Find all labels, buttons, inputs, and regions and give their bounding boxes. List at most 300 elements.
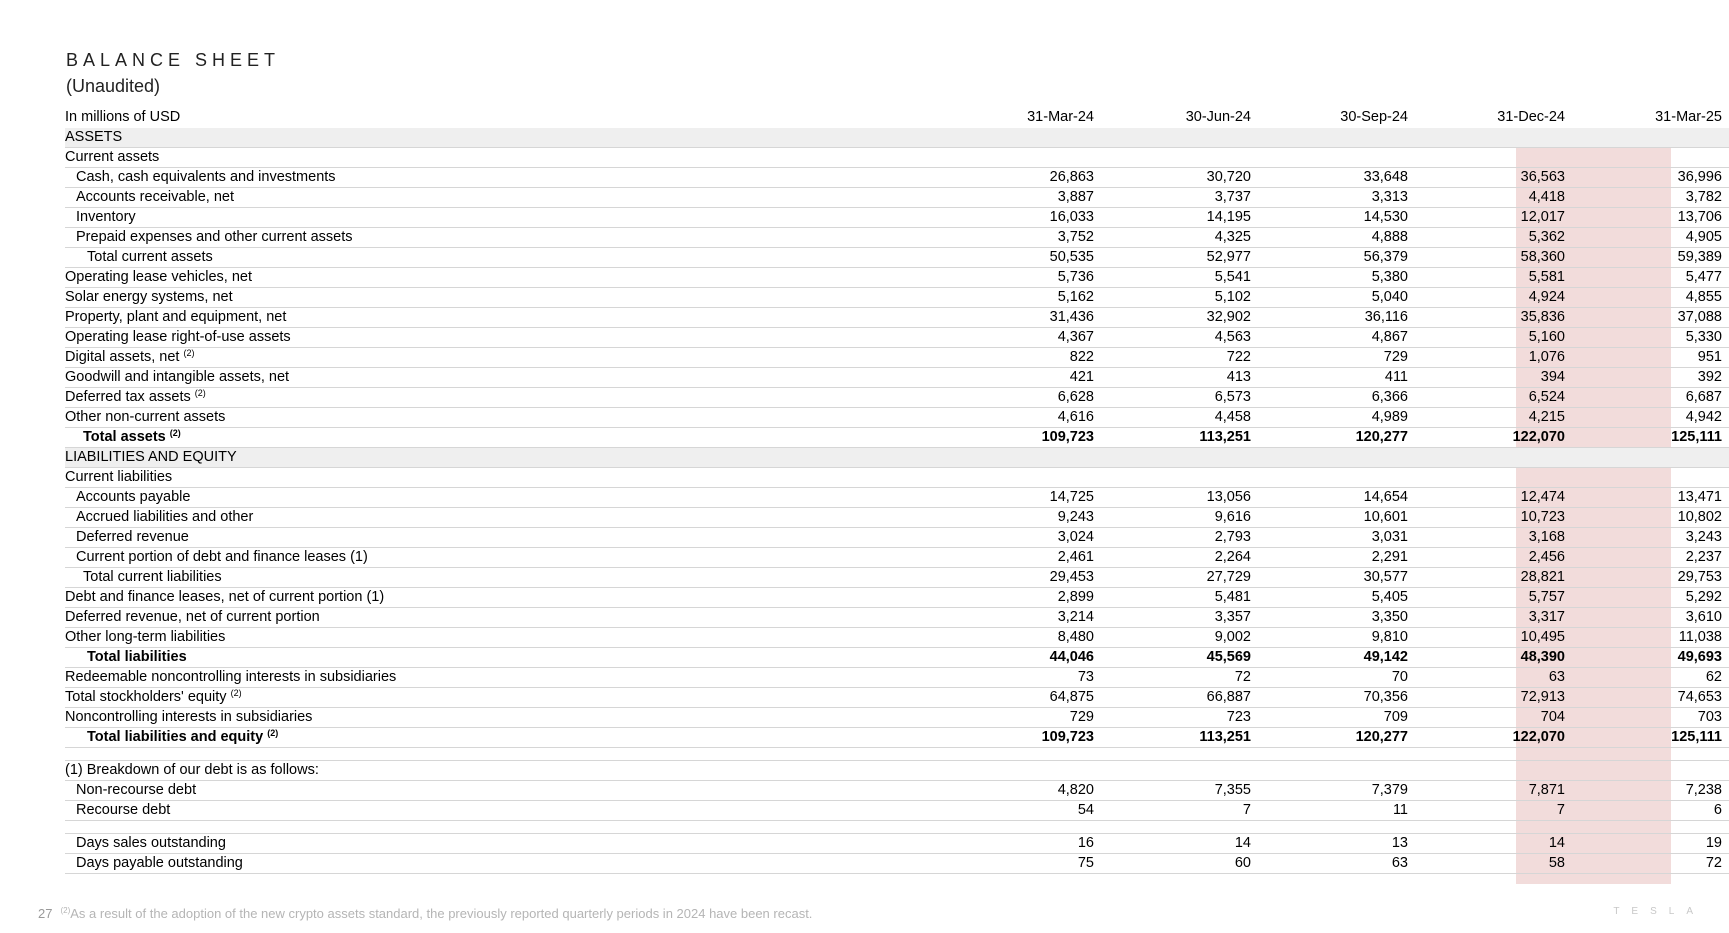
value-cell: 8,480 <box>945 628 1102 648</box>
value-cell <box>1102 468 1259 488</box>
value-cell: 35,836 <box>1416 308 1573 328</box>
table-row <box>65 834 1729 854</box>
value-cell: 30,720 <box>1102 168 1259 188</box>
value-cell: 729 <box>1259 348 1416 368</box>
value-cell: 2,291 <box>1259 548 1416 568</box>
table-row <box>65 688 1729 708</box>
value-cell: 14,725 <box>945 488 1102 508</box>
value-cell: 951 <box>1573 348 1729 368</box>
row-label-text: Noncontrolling interests in subsidiaries <box>65 709 313 725</box>
value-cell: 4,905 <box>1573 228 1729 248</box>
table-row <box>65 781 1729 801</box>
table-row <box>65 208 1729 228</box>
table-row <box>65 288 1729 308</box>
value-cell: 3,357 <box>1102 608 1259 628</box>
row-label-text: Total current liabilities <box>83 569 222 585</box>
table-row <box>65 854 1729 874</box>
table-row <box>65 668 1729 688</box>
value-cell <box>1259 761 1416 781</box>
value-cell: 74,653 <box>1573 688 1729 708</box>
row-label-text: Current assets <box>65 149 160 165</box>
group-row <box>65 761 1729 781</box>
row-label <box>65 821 945 834</box>
value-cell: 120,277 <box>1259 428 1416 448</box>
page-title: BALANCE SHEET <box>66 50 281 70</box>
value-cell: 2,899 <box>945 588 1102 608</box>
value-cell: 2,793 <box>1102 528 1259 548</box>
table-row <box>65 188 1729 208</box>
value-cell: 50,535 <box>945 248 1102 268</box>
row-label <box>65 761 945 781</box>
row-label-text: Total stockholders' equity <box>65 689 227 705</box>
value-cell <box>1416 128 1573 148</box>
row-label-text: Cash, cash equivalents and investments <box>76 169 336 185</box>
value-cell: 3,887 <box>945 188 1102 208</box>
row-label <box>65 348 945 368</box>
value-cell: 704 <box>1416 708 1573 728</box>
value-cell: 709 <box>1259 708 1416 728</box>
row-label <box>65 588 945 608</box>
table-row <box>65 708 1729 728</box>
row-label-text: LIABILITIES AND EQUITY <box>65 449 237 465</box>
footnote-marker: (2) <box>60 906 71 915</box>
value-cell: 421 <box>945 368 1102 388</box>
row-label <box>65 448 945 468</box>
value-cell: 3,024 <box>945 528 1102 548</box>
row-label-text: Total liabilities <box>87 649 187 665</box>
value-cell: 3,214 <box>945 608 1102 628</box>
value-cell: 4,616 <box>945 408 1102 428</box>
row-label <box>65 148 945 168</box>
row-label <box>65 688 945 708</box>
value-cell <box>1573 748 1729 761</box>
row-label <box>65 188 945 208</box>
footnote-ref: (2) <box>230 688 242 698</box>
row-label <box>65 388 945 408</box>
row-label-text: (1) Breakdown of our debt is as follows: <box>65 762 319 778</box>
value-cell: 3,317 <box>1416 608 1573 628</box>
value-cell: 5,040 <box>1259 288 1416 308</box>
value-cell: 45,569 <box>1102 648 1259 668</box>
table-row <box>65 488 1729 508</box>
value-cell: 54 <box>945 801 1102 821</box>
table-row <box>65 568 1729 588</box>
row-label-text: Non-recourse debt <box>76 782 197 798</box>
row-label <box>65 128 945 148</box>
value-cell: 10,723 <box>1416 508 1573 528</box>
value-cell: 16,033 <box>945 208 1102 228</box>
row-label <box>65 268 945 288</box>
value-cell: 5,757 <box>1416 588 1573 608</box>
value-cell: 722 <box>1102 348 1259 368</box>
table-row <box>65 428 1729 448</box>
value-cell: 6,524 <box>1416 388 1573 408</box>
row-label <box>65 248 945 268</box>
row-label-text: Redeemable noncontrolling interests in subsidiaries <box>65 669 397 685</box>
value-cell: 4,215 <box>1416 408 1573 428</box>
value-cell: 4,855 <box>1573 288 1729 308</box>
value-cell <box>1416 748 1573 761</box>
value-cell: 2,237 <box>1573 548 1729 568</box>
row-label-text: Accounts receivable, net <box>76 189 234 205</box>
value-cell <box>945 821 1102 834</box>
table-row <box>65 628 1729 648</box>
value-cell: 33,648 <box>1259 168 1416 188</box>
row-label <box>65 228 945 248</box>
page-subtitle: (Unaudited) <box>66 76 161 96</box>
value-cell: 4,820 <box>945 781 1102 801</box>
value-cell: 6,573 <box>1102 388 1259 408</box>
value-cell: 9,243 <box>945 508 1102 528</box>
row-label <box>65 608 945 628</box>
table-row <box>65 228 1729 248</box>
value-cell: 5,581 <box>1416 268 1573 288</box>
row-label <box>65 648 945 668</box>
table-header-row <box>65 106 1729 128</box>
value-cell: 37,088 <box>1573 308 1729 328</box>
value-cell: 64,875 <box>945 688 1102 708</box>
table-row <box>65 528 1729 548</box>
row-label <box>65 328 945 348</box>
value-cell: 3,782 <box>1573 188 1729 208</box>
footnote-ref: (2) <box>267 728 279 738</box>
row-label-text: Deferred revenue, net of current portion <box>65 609 320 625</box>
table-row <box>65 388 1729 408</box>
value-cell: 9,810 <box>1259 628 1416 648</box>
value-cell: 11 <box>1259 801 1416 821</box>
value-cell: 70 <box>1259 668 1416 688</box>
value-cell: 19 <box>1573 834 1729 854</box>
row-label <box>65 628 945 648</box>
value-cell <box>945 128 1102 148</box>
value-cell: 7,355 <box>1102 781 1259 801</box>
row-label-text: Deferred tax assets <box>65 389 191 405</box>
row-label <box>65 668 945 688</box>
value-cell: 49,142 <box>1259 648 1416 668</box>
row-label-text: Operating lease right-of-use assets <box>65 329 291 345</box>
value-cell: 36,116 <box>1259 308 1416 328</box>
value-cell: 3,168 <box>1416 528 1573 548</box>
row-label <box>65 528 945 548</box>
value-cell <box>945 448 1102 468</box>
value-cell: 12,474 <box>1416 488 1573 508</box>
row-label <box>65 781 945 801</box>
value-cell: 32,902 <box>1102 308 1259 328</box>
value-cell: 14,195 <box>1102 208 1259 228</box>
table-row <box>65 728 1729 748</box>
value-cell: 7,871 <box>1416 781 1573 801</box>
value-cell: 14 <box>1102 834 1259 854</box>
value-cell: 4,888 <box>1259 228 1416 248</box>
value-cell <box>1102 128 1259 148</box>
value-cell: 10,601 <box>1259 508 1416 528</box>
value-cell <box>1416 468 1573 488</box>
value-cell <box>1259 448 1416 468</box>
value-cell: 6,628 <box>945 388 1102 408</box>
tesla-logo: TESLA <box>1613 906 1705 917</box>
group-row <box>65 148 1729 168</box>
row-label-text: Prepaid expenses and other current assets <box>76 229 353 245</box>
row-label <box>65 854 945 874</box>
value-cell: 5,477 <box>1573 268 1729 288</box>
section-row <box>65 448 1729 468</box>
value-cell: 4,325 <box>1102 228 1259 248</box>
value-cell: 5,380 <box>1259 268 1416 288</box>
row-label-text: Other long-term liabilities <box>65 629 226 645</box>
period-header: 30-Jun-24 <box>1185 108 1251 125</box>
value-cell: 36,563 <box>1416 168 1573 188</box>
row-label <box>65 468 945 488</box>
row-label-text: Deferred revenue <box>76 529 189 545</box>
row-label-text: Days sales outstanding <box>76 835 226 851</box>
row-label <box>65 428 945 448</box>
table-row <box>65 348 1729 368</box>
value-cell <box>1416 761 1573 781</box>
row-label-text: Solar energy systems, net <box>65 289 233 305</box>
period-header: 31-Dec-24 <box>1497 108 1565 125</box>
value-cell <box>1573 128 1729 148</box>
value-cell: 12,017 <box>1416 208 1573 228</box>
value-cell: 13,706 <box>1573 208 1729 228</box>
value-cell <box>1102 821 1259 834</box>
value-cell: 58,360 <box>1416 248 1573 268</box>
row-label <box>65 748 945 761</box>
row-label <box>65 408 945 428</box>
value-cell: 3,737 <box>1102 188 1259 208</box>
value-cell: 703 <box>1573 708 1729 728</box>
row-label-text: Debt and finance leases, net of current portion (1) <box>65 589 385 605</box>
value-cell: 413 <box>1102 368 1259 388</box>
section-row <box>65 128 1729 148</box>
value-cell: 4,942 <box>1573 408 1729 428</box>
value-cell: 6,366 <box>1259 388 1416 408</box>
value-cell: 2,264 <box>1102 548 1259 568</box>
table-row <box>65 548 1729 568</box>
value-cell: 7,238 <box>1573 781 1729 801</box>
row-label-text: Current liabilities <box>65 469 173 485</box>
value-cell: 7 <box>1416 801 1573 821</box>
row-label <box>65 568 945 588</box>
spacer-row <box>65 821 1729 834</box>
table-row <box>65 588 1729 608</box>
value-cell: 36,996 <box>1573 168 1729 188</box>
table-row <box>65 608 1729 628</box>
value-cell <box>945 748 1102 761</box>
row-label-text: Property, plant and equipment, net <box>65 309 287 325</box>
value-cell: 14 <box>1416 834 1573 854</box>
row-label-text: Operating lease vehicles, net <box>65 269 252 285</box>
value-cell: 72 <box>1102 668 1259 688</box>
footnote-ref: (2) <box>169 428 181 438</box>
value-cell: 1,076 <box>1416 348 1573 368</box>
value-cell <box>1259 148 1416 168</box>
value-cell: 5,481 <box>1102 588 1259 608</box>
value-cell: 120,277 <box>1259 728 1416 748</box>
value-cell: 122,070 <box>1416 428 1573 448</box>
value-cell: 4,989 <box>1259 408 1416 428</box>
value-cell <box>1102 448 1259 468</box>
value-cell: 48,390 <box>1416 648 1573 668</box>
value-cell: 7,379 <box>1259 781 1416 801</box>
period-header: 31-Mar-24 <box>1027 108 1094 125</box>
value-cell: 9,002 <box>1102 628 1259 648</box>
row-label <box>65 208 945 228</box>
group-row <box>65 468 1729 488</box>
value-cell: 11,038 <box>1573 628 1729 648</box>
value-cell: 14,654 <box>1259 488 1416 508</box>
table-row <box>65 248 1729 268</box>
row-label <box>65 488 945 508</box>
value-cell: 31,436 <box>945 308 1102 328</box>
value-cell: 5,292 <box>1573 588 1729 608</box>
value-cell: 411 <box>1259 368 1416 388</box>
row-label <box>65 708 945 728</box>
footnote-ref: (2) <box>194 388 206 398</box>
row-label <box>65 834 945 854</box>
value-cell <box>1573 761 1729 781</box>
value-cell: 66,887 <box>1102 688 1259 708</box>
row-label-text: Other non-current assets <box>65 409 226 425</box>
value-cell: 62 <box>1573 668 1729 688</box>
table-row <box>65 801 1729 821</box>
value-cell: 13,471 <box>1573 488 1729 508</box>
value-cell: 4,867 <box>1259 328 1416 348</box>
value-cell: 3,313 <box>1259 188 1416 208</box>
row-label-text: ASSETS <box>65 129 123 145</box>
value-cell: 60 <box>1102 854 1259 874</box>
value-cell: 3,610 <box>1573 608 1729 628</box>
row-label-text: Accrued liabilities and other <box>76 509 254 525</box>
value-cell: 3,243 <box>1573 528 1729 548</box>
row-label-text: Total assets <box>83 429 166 445</box>
table-row <box>65 368 1729 388</box>
value-cell <box>1573 468 1729 488</box>
value-cell: 113,251 <box>1102 728 1259 748</box>
table-row <box>65 308 1729 328</box>
value-cell <box>1102 748 1259 761</box>
value-cell: 125,111 <box>1573 428 1729 448</box>
value-cell <box>1102 761 1259 781</box>
units-label: In millions of USD <box>65 108 181 125</box>
value-cell: 10,802 <box>1573 508 1729 528</box>
value-cell: 5,362 <box>1416 228 1573 248</box>
value-cell: 52,977 <box>1102 248 1259 268</box>
row-label <box>65 508 945 528</box>
value-cell: 4,367 <box>945 328 1102 348</box>
value-cell <box>1259 128 1416 148</box>
value-cell: 75 <box>945 854 1102 874</box>
value-cell: 30,577 <box>1259 568 1416 588</box>
value-cell: 10,495 <box>1416 628 1573 648</box>
value-cell <box>945 761 1102 781</box>
spacer-row <box>65 748 1729 761</box>
value-cell: 4,563 <box>1102 328 1259 348</box>
value-cell: 5,162 <box>945 288 1102 308</box>
row-label-text: Goodwill and intangible assets, net <box>65 369 290 385</box>
row-label-text: Digital assets, net <box>65 349 180 365</box>
value-cell: 392 <box>1573 368 1729 388</box>
value-cell: 44,046 <box>945 648 1102 668</box>
value-cell: 822 <box>945 348 1102 368</box>
value-cell: 63 <box>1259 854 1416 874</box>
value-cell <box>1573 821 1729 834</box>
value-cell <box>1416 448 1573 468</box>
value-cell: 26,863 <box>945 168 1102 188</box>
row-label-text: Total liabilities and equity <box>87 729 264 745</box>
table-row <box>65 328 1729 348</box>
footnote-text: As a result of the adoption of the new crypto assets standard, the previously reported quarterly periods in 2024 have been recast. <box>70 906 813 921</box>
table-body <box>65 128 1729 874</box>
value-cell: 13 <box>1259 834 1416 854</box>
row-label-text: Current portion of debt and finance leases (1) <box>76 549 368 565</box>
value-cell: 109,723 <box>945 428 1102 448</box>
value-cell: 14,530 <box>1259 208 1416 228</box>
value-cell: 5,736 <box>945 268 1102 288</box>
value-cell: 2,456 <box>1416 548 1573 568</box>
value-cell: 723 <box>1102 708 1259 728</box>
value-cell: 3,031 <box>1259 528 1416 548</box>
value-cell: 28,821 <box>1416 568 1573 588</box>
value-cell: 16 <box>945 834 1102 854</box>
value-cell: 6,687 <box>1573 388 1729 408</box>
value-cell: 2,461 <box>945 548 1102 568</box>
value-cell: 4,924 <box>1416 288 1573 308</box>
row-label <box>65 368 945 388</box>
value-cell <box>1259 748 1416 761</box>
value-cell: 27,729 <box>1102 568 1259 588</box>
value-cell <box>1102 148 1259 168</box>
value-cell <box>1416 148 1573 168</box>
value-cell: 109,723 <box>945 728 1102 748</box>
footnote <box>38 906 812 921</box>
row-label-text: Total current assets <box>87 249 213 265</box>
table-row <box>65 268 1729 288</box>
footnote-ref: (2) <box>183 348 195 358</box>
period-header: 31-Mar-25 <box>1655 108 1722 125</box>
row-label-text: Recourse debt <box>76 802 171 818</box>
value-cell: 5,330 <box>1573 328 1729 348</box>
value-cell: 63 <box>1416 668 1573 688</box>
value-cell: 3,350 <box>1259 608 1416 628</box>
row-label-text: Accounts payable <box>76 489 191 505</box>
value-cell: 5,541 <box>1102 268 1259 288</box>
value-cell: 70,356 <box>1259 688 1416 708</box>
value-cell: 29,753 <box>1573 568 1729 588</box>
value-cell <box>1259 468 1416 488</box>
value-cell: 122,070 <box>1416 728 1573 748</box>
row-label <box>65 801 945 821</box>
value-cell <box>1259 821 1416 834</box>
value-cell <box>945 148 1102 168</box>
value-cell: 729 <box>945 708 1102 728</box>
value-cell: 4,418 <box>1416 188 1573 208</box>
table-row <box>65 648 1729 668</box>
value-cell <box>1573 148 1729 168</box>
value-cell: 5,405 <box>1259 588 1416 608</box>
value-cell: 6 <box>1573 801 1729 821</box>
period-header: 30-Sep-24 <box>1340 108 1408 125</box>
value-cell: 5,160 <box>1416 328 1573 348</box>
row-label-text: Days payable outstanding <box>76 855 243 871</box>
value-cell <box>1573 448 1729 468</box>
value-cell: 29,453 <box>945 568 1102 588</box>
row-label <box>65 288 945 308</box>
value-cell: 59,389 <box>1573 248 1729 268</box>
row-label <box>65 728 945 748</box>
value-cell: 7 <box>1102 801 1259 821</box>
table-row <box>65 168 1729 188</box>
value-cell: 56,379 <box>1259 248 1416 268</box>
